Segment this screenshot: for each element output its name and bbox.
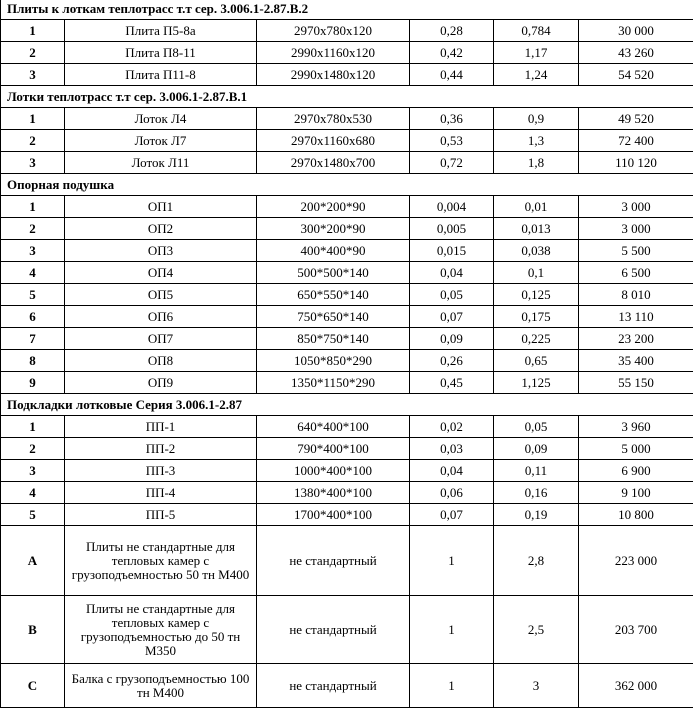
dimensions: 1380*400*100 bbox=[257, 482, 410, 504]
weight: 1,24 bbox=[494, 64, 579, 86]
volume: 0,004 bbox=[410, 196, 494, 218]
product-name: Плита П8-11 bbox=[65, 42, 257, 64]
dimensions: 640*400*100 bbox=[257, 416, 410, 438]
table-row bbox=[1, 350, 693, 372]
product-name: ПП-5 bbox=[65, 504, 257, 526]
dimensions: 1050*850*290 bbox=[257, 350, 410, 372]
table-row bbox=[1, 504, 693, 526]
table-row bbox=[1, 438, 693, 460]
weight: 0,784 bbox=[494, 20, 579, 42]
product-name: ОП5 bbox=[65, 284, 257, 306]
section-header bbox=[1, 86, 693, 108]
weight: 2,8 bbox=[494, 526, 579, 596]
dimensions: не стандартный bbox=[257, 526, 410, 596]
price: 35 400 bbox=[579, 350, 693, 372]
price: 54 520 bbox=[579, 64, 693, 86]
weight: 1,125 bbox=[494, 372, 579, 394]
row-number: 2 bbox=[1, 218, 65, 240]
volume: 0,06 bbox=[410, 482, 494, 504]
dimensions: 1350*1150*290 bbox=[257, 372, 410, 394]
dimensions: 850*750*140 bbox=[257, 328, 410, 350]
price: 13 110 bbox=[579, 306, 693, 328]
section-title: Подкладки лотковые Серия 3.006.1-2.87 bbox=[1, 394, 693, 416]
weight: 2,5 bbox=[494, 596, 579, 664]
volume: 0,02 bbox=[410, 416, 494, 438]
table-row bbox=[1, 460, 693, 482]
row-number: 1 bbox=[1, 20, 65, 42]
dimensions: 1700*400*100 bbox=[257, 504, 410, 526]
price: 6 500 bbox=[579, 262, 693, 284]
dimensions: не стандартный bbox=[257, 596, 410, 664]
table-row bbox=[1, 20, 693, 42]
table-row bbox=[1, 526, 693, 596]
dimensions: 750*650*140 bbox=[257, 306, 410, 328]
product-name: ПП-1 bbox=[65, 416, 257, 438]
weight: 0,9 bbox=[494, 108, 579, 130]
product-name: Лоток Л11 bbox=[65, 152, 257, 174]
volume: 0,45 bbox=[410, 372, 494, 394]
section-title: Опорная подушка bbox=[1, 174, 693, 196]
price: 223 000 bbox=[579, 526, 693, 596]
table-row bbox=[1, 262, 693, 284]
volume: 0,09 bbox=[410, 328, 494, 350]
product-name: Плита П5-8а bbox=[65, 20, 257, 42]
price: 9 100 bbox=[579, 482, 693, 504]
price: 8 010 bbox=[579, 284, 693, 306]
row-number: 3 bbox=[1, 152, 65, 174]
product-name: ОП8 bbox=[65, 350, 257, 372]
product-name: ОП2 bbox=[65, 218, 257, 240]
product-name: Балка с грузоподъемностью 100 тн М400 bbox=[65, 664, 257, 708]
dimensions: 400*400*90 bbox=[257, 240, 410, 262]
weight: 0,01 bbox=[494, 196, 579, 218]
product-name: Лоток Л4 bbox=[65, 108, 257, 130]
section-header bbox=[1, 174, 693, 196]
weight: 0,038 bbox=[494, 240, 579, 262]
volume: 0,36 bbox=[410, 108, 494, 130]
weight: 1,17 bbox=[494, 42, 579, 64]
product-name: ОП1 bbox=[65, 196, 257, 218]
price: 23 200 bbox=[579, 328, 693, 350]
table-row bbox=[1, 482, 693, 504]
price: 5 000 bbox=[579, 438, 693, 460]
row-letter: А bbox=[1, 526, 65, 596]
volume: 0,28 bbox=[410, 20, 494, 42]
table-row bbox=[1, 152, 693, 174]
weight: 0,16 bbox=[494, 482, 579, 504]
row-number: 2 bbox=[1, 130, 65, 152]
row-number: 4 bbox=[1, 482, 65, 504]
volume: 0,07 bbox=[410, 306, 494, 328]
dimensions: 1000*400*100 bbox=[257, 460, 410, 482]
weight: 3 bbox=[494, 664, 579, 708]
volume: 0,005 bbox=[410, 218, 494, 240]
row-letter: С bbox=[1, 664, 65, 708]
volume: 0,03 bbox=[410, 438, 494, 460]
dimensions: 2970х780х120 bbox=[257, 20, 410, 42]
row-number: 2 bbox=[1, 438, 65, 460]
volume: 1 bbox=[410, 596, 494, 664]
volume: 0,04 bbox=[410, 262, 494, 284]
price: 362 000 bbox=[579, 664, 693, 708]
section-header bbox=[1, 0, 693, 20]
dimensions: 300*200*90 bbox=[257, 218, 410, 240]
row-number: 5 bbox=[1, 284, 65, 306]
volume: 0,44 bbox=[410, 64, 494, 86]
product-name: ОП7 bbox=[65, 328, 257, 350]
row-number: 3 bbox=[1, 64, 65, 86]
product-name: ОП4 bbox=[65, 262, 257, 284]
table-row bbox=[1, 306, 693, 328]
dimensions: 2970х780х530 bbox=[257, 108, 410, 130]
weight: 0,19 bbox=[494, 504, 579, 526]
product-name: Плиты не стандартные для тепловых камер с грузоподъемностью 50 тн М400 bbox=[65, 526, 257, 596]
dimensions: 2970х1480х700 bbox=[257, 152, 410, 174]
table-row bbox=[1, 42, 693, 64]
table-row bbox=[1, 64, 693, 86]
row-number: 4 bbox=[1, 262, 65, 284]
table-row bbox=[1, 372, 693, 394]
table-row bbox=[1, 130, 693, 152]
weight: 0,125 bbox=[494, 284, 579, 306]
price: 10 800 bbox=[579, 504, 693, 526]
price: 3 000 bbox=[579, 218, 693, 240]
section-title: Плиты к лоткам теплотрасс т.т сер. 3.006.1-2.87.В.2 bbox=[1, 0, 693, 20]
price: 30 000 bbox=[579, 20, 693, 42]
price: 43 260 bbox=[579, 42, 693, 64]
section-header bbox=[1, 394, 693, 416]
dimensions: не стандартный bbox=[257, 664, 410, 708]
row-letter: В bbox=[1, 596, 65, 664]
price: 72 400 bbox=[579, 130, 693, 152]
row-number: 9 bbox=[1, 372, 65, 394]
weight: 0,09 bbox=[494, 438, 579, 460]
dimensions: 500*500*140 bbox=[257, 262, 410, 284]
table-row bbox=[1, 416, 693, 438]
volume: 0,72 bbox=[410, 152, 494, 174]
product-name: ПП-4 bbox=[65, 482, 257, 504]
price: 49 520 bbox=[579, 108, 693, 130]
table-row bbox=[1, 328, 693, 350]
dimensions: 2970х1160х680 bbox=[257, 130, 410, 152]
weight: 0,225 bbox=[494, 328, 579, 350]
table-row bbox=[1, 218, 693, 240]
price: 3 960 bbox=[579, 416, 693, 438]
dimensions: 790*400*100 bbox=[257, 438, 410, 460]
dimensions: 650*550*140 bbox=[257, 284, 410, 306]
table-row bbox=[1, 284, 693, 306]
table-row bbox=[1, 108, 693, 130]
product-name: Лоток Л7 bbox=[65, 130, 257, 152]
weight: 1,3 bbox=[494, 130, 579, 152]
product-name: ПП-3 bbox=[65, 460, 257, 482]
dimensions: 2990х1480х120 bbox=[257, 64, 410, 86]
row-number: 3 bbox=[1, 460, 65, 482]
table-row bbox=[1, 240, 693, 262]
table-row bbox=[1, 596, 693, 664]
volume: 0,42 bbox=[410, 42, 494, 64]
price: 110 120 bbox=[579, 152, 693, 174]
dimensions: 200*200*90 bbox=[257, 196, 410, 218]
weight: 1,8 bbox=[494, 152, 579, 174]
row-number: 1 bbox=[1, 416, 65, 438]
table-row bbox=[1, 664, 693, 708]
price: 55 150 bbox=[579, 372, 693, 394]
row-number: 2 bbox=[1, 42, 65, 64]
price: 6 900 bbox=[579, 460, 693, 482]
weight: 0,65 bbox=[494, 350, 579, 372]
volume: 0,04 bbox=[410, 460, 494, 482]
product-name: Плита П11-8 bbox=[65, 64, 257, 86]
price: 5 500 bbox=[579, 240, 693, 262]
price: 203 700 bbox=[579, 596, 693, 664]
weight: 0,1 bbox=[494, 262, 579, 284]
product-name: ОП9 bbox=[65, 372, 257, 394]
dimensions: 2990х1160х120 bbox=[257, 42, 410, 64]
weight: 0,175 bbox=[494, 306, 579, 328]
weight: 0,013 bbox=[494, 218, 579, 240]
row-number: 8 bbox=[1, 350, 65, 372]
volume: 1 bbox=[410, 526, 494, 596]
product-name: ОП6 bbox=[65, 306, 257, 328]
row-number: 1 bbox=[1, 196, 65, 218]
table-row bbox=[1, 196, 693, 218]
volume: 0,05 bbox=[410, 284, 494, 306]
row-number: 5 bbox=[1, 504, 65, 526]
volume: 0,015 bbox=[410, 240, 494, 262]
product-name: ПП-2 bbox=[65, 438, 257, 460]
section-title: Лотки теплотрасс т.т сер. 3.006.1-2.87.В.1 bbox=[1, 86, 693, 108]
volume: 0,26 bbox=[410, 350, 494, 372]
product-name: ОП3 bbox=[65, 240, 257, 262]
volume: 0,53 bbox=[410, 130, 494, 152]
row-number: 7 bbox=[1, 328, 65, 350]
row-number: 1 bbox=[1, 108, 65, 130]
weight: 0,05 bbox=[494, 416, 579, 438]
product-name: Плиты не стандартные для тепловых камер с грузоподъемностью до 50 тн М350 bbox=[65, 596, 257, 664]
weight: 0,11 bbox=[494, 460, 579, 482]
row-number: 3 bbox=[1, 240, 65, 262]
price: 3 000 bbox=[579, 196, 693, 218]
volume: 0,07 bbox=[410, 504, 494, 526]
volume: 1 bbox=[410, 664, 494, 708]
row-number: 6 bbox=[1, 306, 65, 328]
